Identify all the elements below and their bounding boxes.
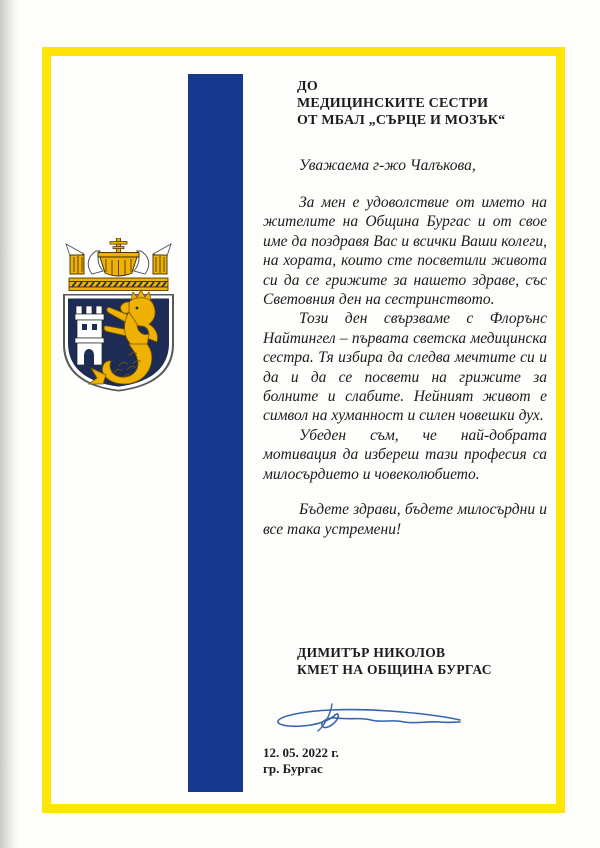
scan-left-shadow [0,0,18,848]
signer-title: КМЕТ НА ОБЩИНА БУРГАС [297,662,492,677]
letter-body [263,78,547,539]
letter-paragraphs [263,193,547,539]
signer-block [297,644,492,678]
paragraph-3: Убеден съм, че най-добрата мотивация да избереш тази професия са милосърдието и човеколюбието. [263,426,547,483]
blue-vertical-stripe [188,74,243,792]
paragraph-4: Бъдете здрави, бъдете милосърдни и все така устремени! [263,501,547,538]
paragraph-1: За мен е удоволствие от името на жителите на Община Бургас и от свое име да поздравя Вас и всички Ваши колеги, на хората, които сте посветили живота си да се грижите за нашето здраве, със Световния ден на сестринството. [263,194,547,309]
recipient-line-3: ОТ МБАЛ „СЪРЦЕ И МОЗЪК“ [297,113,506,128]
salutation: Уважаема г-жо Чалъкова, [299,157,476,174]
recipient-block [297,78,547,129]
letter-city: гр. Бургас [263,760,323,776]
recipient-line-2: МЕДИЦИНСКИТЕ СЕСТРИ [297,96,489,111]
letter-date: 12. 05. 2022 г. [263,745,339,760]
burgas-coat-of-arms-icon [59,238,178,392]
signer-name: ДИМИТЪР НИКОЛОВ [297,645,446,660]
paragraph-2: Този ден свързваме с Флорънс Найтингел – първата светска медицинска сестра. Тя избира да следва мечтите си и да и да се посвети на грижите за болните и слабите. Нейният живот е символ на хуманност и силен човешки дух. [263,310,547,425]
date-block [263,745,339,776]
handwritten-signature [274,700,464,736]
recipient-line-1: ДО [297,79,318,94]
